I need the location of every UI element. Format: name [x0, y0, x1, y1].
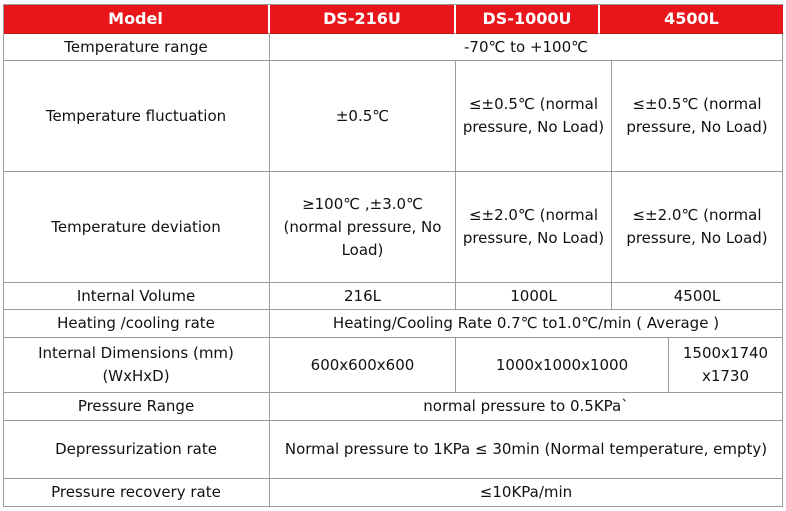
label-internal-dimensions: Internal Dimensions (mm)(WxHxD): [3, 338, 270, 393]
label-internal-volume: Internal Volume: [3, 283, 270, 310]
value-internal-dimensions-4500l: 1500x1740 x1730: [669, 338, 783, 393]
label-heating-cooling-rate: Heating /cooling rate: [3, 310, 270, 338]
header-4500l: 4500L: [600, 4, 783, 34]
value-internal-volume-4500l: 4500L: [612, 283, 783, 310]
value-temperature-fluctuation-ds-1000u: ≤±0.5℃ (normal pressure, No Load): [456, 61, 612, 172]
value-internal-volume-ds-216u: 216L: [270, 283, 456, 310]
header-model: Model: [3, 4, 270, 34]
value-temperature-deviation-4500l: ≤±2.0℃ (normal pressure, No Load): [612, 172, 783, 283]
value-pressure-recovery-rate: ≤10KPa/min: [270, 479, 783, 507]
label-pressure-range: Pressure Range: [3, 393, 270, 421]
value-heating-cooling-rate: Heating/Cooling Rate 0.7℃ to1.0℃/min ( Average ): [270, 310, 783, 338]
spec-table: [3, 4, 783, 507]
label-temperature-deviation: Temperature deviation: [3, 172, 270, 283]
label-temperature-range: Temperature range: [3, 34, 270, 61]
header-ds-1000u: DS-1000U: [456, 4, 600, 34]
value-internal-volume-ds-1000u: 1000L: [456, 283, 612, 310]
value-temperature-fluctuation-4500l: ≤±0.5℃ (normal pressure, No Load): [612, 61, 783, 172]
label-temperature-fluctuation: Temperature fluctuation: [3, 61, 270, 172]
label-depressurization-rate: Depressurization rate: [3, 421, 270, 479]
value-temperature-fluctuation-ds-216u: ±0.5℃: [270, 61, 456, 172]
header-ds-216u: DS-216U: [270, 4, 456, 34]
label-pressure-recovery-rate: Pressure recovery rate: [3, 479, 270, 507]
value-depressurization-rate: Normal pressure to 1KPa ≤ 30min (Normal temperature, empty): [270, 421, 783, 479]
value-pressure-range: normal pressure to 0.5KPa`: [270, 393, 783, 421]
value-internal-dimensions-ds-1000u: 1000x1000x1000: [456, 338, 669, 393]
value-temperature-deviation-ds-216u: ≥100℃ ,±3.0℃ (normal pressure, No Load): [270, 172, 456, 283]
value-temperature-deviation-ds-1000u: ≤±2.0℃ (normal pressure, No Load): [456, 172, 612, 283]
value-internal-dimensions-ds-216u: 600x600x600: [270, 338, 456, 393]
value-temperature-range: -70℃ to +100℃: [270, 34, 783, 61]
